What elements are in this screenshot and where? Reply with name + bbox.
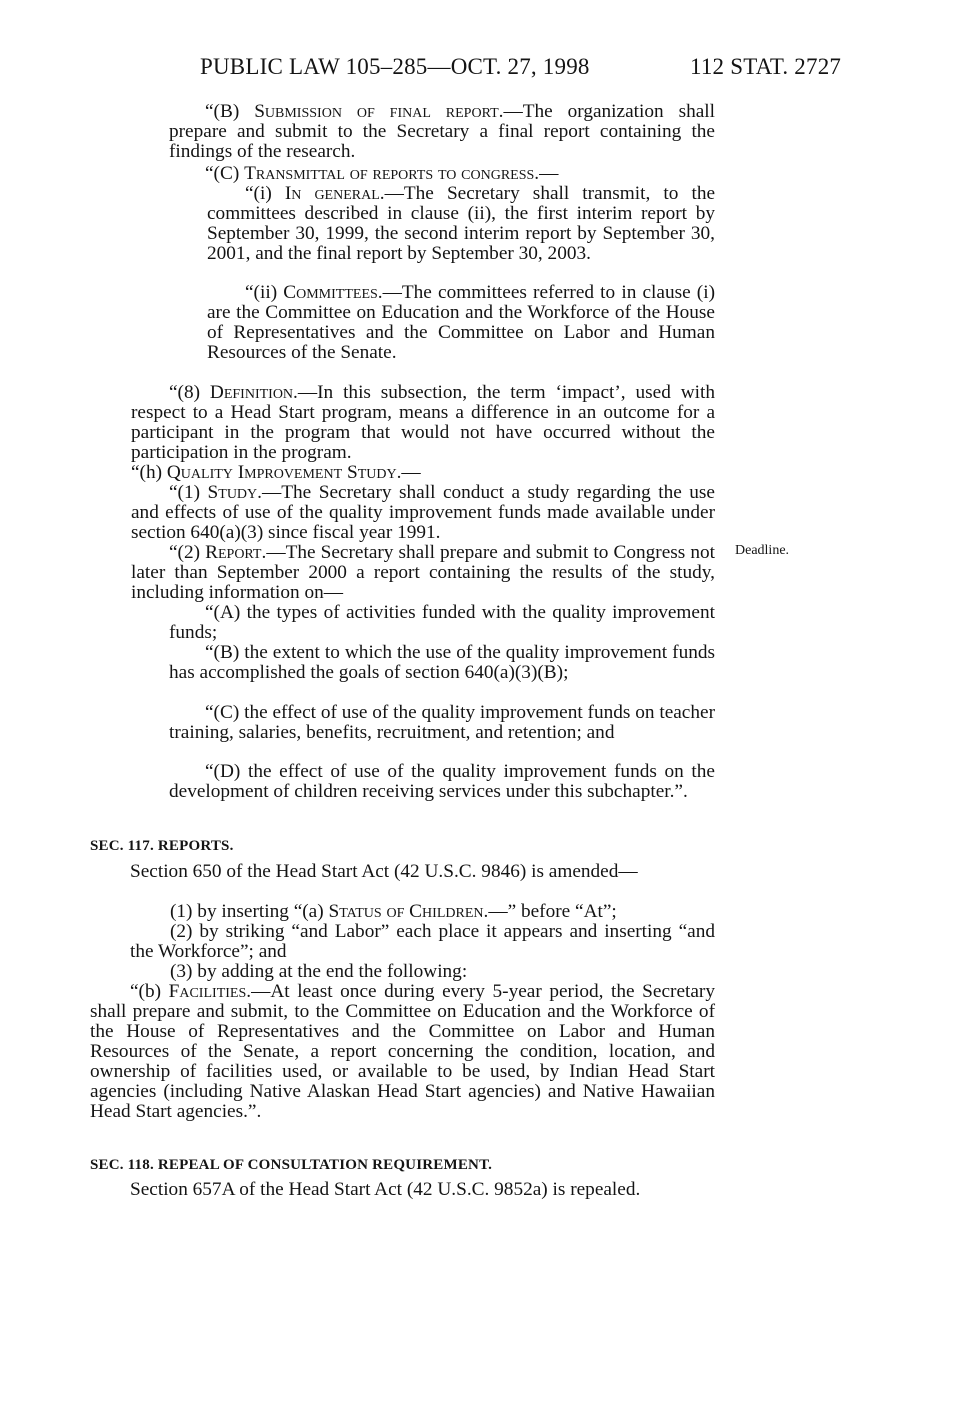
para-2-text: —The Secretary shall prepare and submit to Congress not later than September 2000 a report containing the results of the study, including information on—	[131, 542, 715, 604]
para-b-heading: Submission of final report.	[254, 101, 504, 122]
sec-117-item-1	[170, 902, 730, 922]
para-8-heading: Definition.	[209, 382, 298, 403]
sec-117-intro: Section 650 of the Head Start Act (42 U.S.C. 9846) is amended—	[130, 861, 638, 882]
subsec-h-text: —	[401, 462, 421, 483]
sec-117-item-2: (2) by striking “and Labor” each place it appears and inserting “and the Workforce”; and	[130, 921, 715, 963]
para-2-lead: “(2)	[169, 542, 206, 563]
clause-i-in-general	[207, 184, 715, 264]
item-b: “(B) the extent to which the use of the quality improvement funds has accomplished the goals of section 640(a)(3)(B);	[169, 642, 715, 684]
sec-118-text: Section 657A of the Head Start Act (42 U.S.C. 9852a) is repealed.	[130, 1179, 641, 1200]
item-d: “(D) the effect of use of the quality improvement funds on the development of children receiving services under this subchapter.”.	[169, 761, 715, 803]
para-8-text: —In this subsection, the term ‘impact’, used with respect to a Head Start program, means a difference in an outcome for a participant in the program that would not have occurred without the participation in the program.	[131, 382, 715, 464]
para-b-lead: “(B)	[205, 101, 255, 122]
clause-i-text: —The Secretary shall transmit, to the committees described in clause (ii), the first interim report by September 30, 1999, the second interim report by September 30, 2001, and the final report by September 30, 2003.	[207, 183, 716, 265]
subsec-h-lead: “(h)	[131, 462, 167, 483]
para-1-study	[131, 483, 715, 543]
subsec-h-quality-improvement	[131, 463, 715, 483]
para-1-heading: Study.	[207, 482, 262, 503]
para-2-heading: Report.	[205, 542, 267, 563]
para-c-heading: Transmittal of reports to congress.	[244, 163, 540, 184]
clause-i-heading: In general.	[284, 183, 385, 204]
sec-117-item-1-a: (1) by inserting “(a)	[170, 901, 329, 922]
para-c-text: —	[539, 163, 559, 184]
clause-ii-text: —The committees referred to in clause (i) are the Committee on Education and the Workforce of the House of Representatives and the Committee on Labor and Human Resources of the Senate.	[207, 282, 715, 364]
para-c-lead: “(C)	[205, 163, 245, 184]
facilities-heading: Facilities.	[168, 981, 252, 1002]
para-1-text: —The Secretary shall conduct a study regarding the use and effects of use of the quality improvement funds made available under section 640(a)(3) since fiscal year 1991.	[131, 482, 715, 544]
sec-118-heading: SEC. 118. REPEAL OF CONSULTATION REQUIREMENT.	[90, 1157, 493, 1173]
facilities-lead: “(b)	[130, 981, 169, 1002]
clause-ii-committees	[207, 283, 715, 363]
facilities-text: —At least once during every 5-year period, the Secretary shall prepare and submit, to the Committee on Education and the Workforce of the House of Representatives and the Committee on Labor and Human Resources of the Senate, a report concerning the condition, location, and ownership of facilities used, or available to be used, by Indian Head Start agencies (including Native Alaskan Head Start agencies) and Native Hawaiian Head Start agencies.”.	[90, 981, 715, 1123]
item-c: “(C) the effect of use of the quality improvement funds on teacher training, salaries, benefits, recruitment, and retention; and	[169, 702, 715, 744]
subsec-h-heading: Quality Improvement Study.	[166, 462, 402, 483]
para-8-lead: “(8)	[169, 382, 210, 403]
para-b-text: —The organization shall prepare and submit to the Secretary a final report containing the findings of the research.	[169, 101, 715, 163]
sec-117-item-1-sc: Status of Children.	[328, 901, 489, 922]
para-1-lead: “(1)	[169, 482, 208, 503]
sec-117-facilities	[90, 982, 715, 1122]
sec-117-item-3: (3) by adding at the end the following:	[170, 961, 468, 982]
clause-ii-lead: “(ii)	[245, 282, 284, 303]
para-2-report	[131, 543, 715, 603]
para-b-submission	[169, 102, 715, 162]
sec-117-heading: SEC. 117. REPORTS.	[90, 838, 234, 854]
item-a: “(A) the types of activities funded with the quality improvement funds;	[169, 602, 715, 644]
clause-ii-heading: Committees.	[283, 282, 383, 303]
para-8-definition	[131, 383, 715, 463]
running-header-stat-page: 112 STAT. 2727	[690, 54, 842, 79]
para-c-transmittal	[205, 164, 715, 184]
sec-117-item-1-b: —” before “At”;	[488, 901, 617, 922]
margin-note-deadline: Deadline.	[735, 543, 790, 558]
running-header-law-date: PUBLIC LAW 105–285—OCT. 27, 1998	[200, 54, 590, 79]
clause-i-lead: “(i)	[245, 183, 285, 204]
